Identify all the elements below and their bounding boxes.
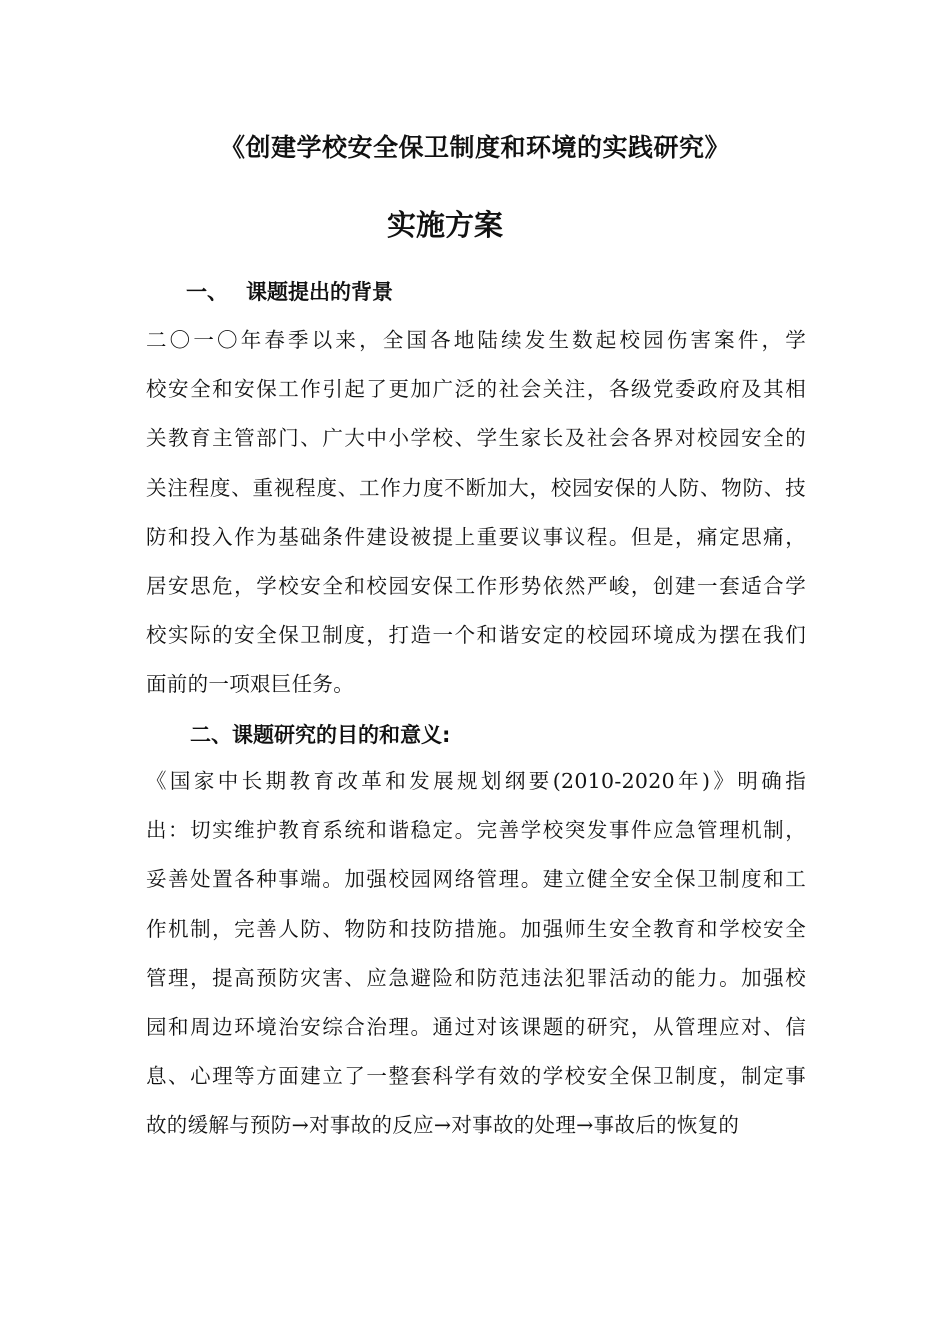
section-2-heading: 二、课题研究的目的和意义: bbox=[190, 723, 451, 747]
paragraph-line: 息、心理等方面建立了一整套科学有效的学校安全保卫制度，制定事 bbox=[146, 1064, 806, 1089]
paragraph-line: 居安思危，学校安全和校园安保工作形势依然严峻，创建一套适合学 bbox=[146, 574, 806, 599]
paragraph-line: 出：切实维护教育系统和谐稳定。完善学校突发事件应急管理机制， bbox=[146, 818, 806, 843]
paragraph-line: 防和投入作为基础条件建设被提上重要议事议程。但是，痛定思痛， bbox=[146, 524, 806, 549]
paragraph-line: 关教育主管部门、广大中小学校、学生家长及社会各界对校园安全的 bbox=[146, 426, 806, 451]
section-1-heading bbox=[186, 277, 393, 307]
document-title: 《创建学校安全保卫制度和环境的实践研究》 bbox=[219, 133, 730, 162]
paragraph-line: 校安全和安保工作引起了更加广泛的社会关注，各级党委政府及其相 bbox=[146, 377, 806, 402]
paragraph-line: 二〇一〇年春季以来，全国各地陆续发生数起校园伤害案件，学 bbox=[146, 328, 806, 352]
paragraph-line: 管理，提高预防灾害、应急避险和防范违法犯罪活动的能力。加强校 bbox=[146, 965, 806, 990]
section-2-paragraph bbox=[146, 757, 806, 1151]
section-1-paragraph bbox=[146, 316, 806, 710]
paragraph-line: 校实际的安全保卫制度，打造一个和谐安定的校园环境成为摆在我们 bbox=[146, 623, 806, 648]
paragraph-line: 《国家中长期教育改革和发展规划纲要(2010-2020年)》明确指 bbox=[146, 769, 806, 793]
paragraph-line: 面前的一项艰巨任务。 bbox=[146, 672, 354, 697]
paragraph-line: 关注程度、重视程度、工作力度不断加大，校园安保的人防、物防、技 bbox=[146, 475, 806, 500]
document-subtitle: 实施方案 bbox=[386, 208, 503, 242]
paragraph-line: 故的缓解与预防→对事故的反应→对事故的处理→事故后的恢复的 bbox=[146, 1113, 740, 1138]
section-1-heading-text: 课题提出的背景 bbox=[246, 280, 393, 304]
paragraph-line: 妥善处置各种事端。加强校园网络管理。建立健全安全保卫制度和工 bbox=[146, 867, 806, 892]
paragraph-line: 作机制，完善人防、物防和技防措施。加强师生安全教育和学校安全 bbox=[146, 916, 806, 941]
section-1-number: 一、 bbox=[186, 280, 228, 304]
paragraph-line: 园和周边环境治安综合治理。通过对该课题的研究，从管理应对、信 bbox=[146, 1015, 806, 1040]
